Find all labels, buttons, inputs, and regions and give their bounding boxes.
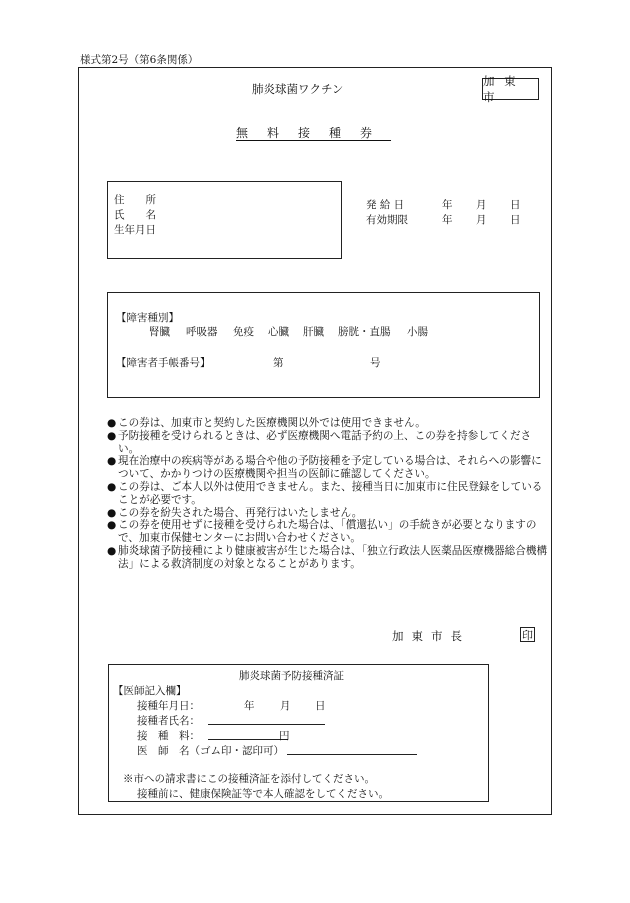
month-unit: 月 [280, 700, 291, 712]
bullet-icon: ● [107, 455, 117, 468]
issue-date-label: 発 給 日 [366, 199, 405, 211]
expiry-row [366, 212, 544, 227]
mayor-title: 加東市長 [392, 629, 470, 643]
vaccination-date-label: 接種年月日： [137, 700, 200, 712]
list-item: ● 現在治療中の疾病等がある場合や他の予防接種を予定している場合は、それらへの影響について、かかりつけの医療機関や担当の医師に確認してください。 [107, 455, 542, 481]
seal-box: 印 [522, 628, 533, 642]
handbook-gou: 号 [370, 357, 381, 369]
certificate-footnote-1: ※市への請求書にこの接種済証を添付してください。 [123, 773, 375, 785]
issue-info [366, 197, 544, 227]
handbook-dai: 第 [273, 357, 284, 369]
vaccine-name: 肺炎球菌ワクチン [252, 82, 344, 96]
certificate-footnote-2: 接種前に、健康保険証等で本人確認をしてください。 [137, 788, 389, 800]
month-unit: 月 [476, 199, 487, 211]
recipient-name-field [208, 713, 325, 728]
birthdate-label: 生年月日 [114, 224, 156, 236]
ticket-title: 無料接種券 [236, 126, 392, 140]
list-item: ● 肺炎球菌予防接種により健康被害が生じた場合は、「独立行政法人医薬品医療機器総合機構法」による救済制度の対象となることがあります。 [107, 544, 548, 570]
doctor-name-field [287, 743, 417, 758]
month-unit: 月 [476, 214, 487, 226]
disability-type-bladder-rectum: 膀胱・直腸 [338, 326, 391, 338]
name-label: 氏 名 [114, 209, 156, 221]
disability-type-liver: 肝臓 [303, 326, 324, 338]
year-unit: 年 [442, 214, 453, 226]
day-unit: 日 [510, 199, 521, 211]
year-unit: 年 [442, 199, 453, 211]
issue-date-row [366, 197, 544, 212]
doctor-section-label: 【医師記入欄】 [113, 685, 187, 697]
city-name-box: 加 東 市 [482, 78, 539, 100]
disability-box [107, 292, 540, 398]
day-unit: 日 [315, 700, 326, 712]
disability-type-small-intestine: 小腸 [407, 326, 428, 338]
list-item: ● この券は、加東市と契約した医療機関以外では使用できません。 [107, 417, 426, 429]
handbook-number-label: 【障害者手帳番号】 [116, 357, 211, 369]
vaccination-certificate [108, 664, 489, 802]
address-box [107, 181, 342, 259]
fee-field [208, 728, 288, 743]
certificate-title: 肺炎球菌予防接種済証 [239, 670, 344, 682]
bullet-icon: ● [107, 506, 117, 519]
expiry-label: 有効期限 [366, 214, 408, 226]
disability-type-immune: 免疫 [233, 326, 254, 338]
address-label: 住 所 [114, 194, 156, 206]
bullet-icon: ● [107, 417, 117, 429]
form-number-label: 様式第2号（第6条関係） [80, 54, 199, 66]
disability-type-respiratory: 呼吸器 [186, 326, 218, 338]
list-item: ● 予防接種を受けられるときは、必ず医療機関へ電話予約の上、この券を持参してください。 [107, 429, 532, 455]
bullet-icon: ● [107, 480, 117, 493]
disability-type-header: 【障害種別】 [116, 312, 179, 324]
bullet-icon: ● [107, 544, 117, 557]
list-item: ● この券を使用せずに接種を受けられた場合は、「償還払い」の手続きが必要となりますので、加東市保健センターにお問い合わせください。 [107, 519, 537, 545]
yen-unit: 円 [279, 730, 290, 742]
recipient-name-label: 接種者氏名： [137, 715, 200, 727]
disability-type-kidney: 腎臓 [149, 326, 170, 338]
bullet-icon: ● [107, 519, 117, 532]
year-unit: 年 [244, 700, 255, 712]
fee-label: 接 種 料： [137, 730, 200, 742]
notes-list [107, 417, 551, 571]
doctor-name-label: 医 師 名（ゴム印・認印可） [137, 745, 284, 757]
list-item: ● この券を紛失された場合、再発行はいたしません。 [107, 506, 363, 519]
disability-type-heart: 心臓 [268, 326, 289, 338]
day-unit: 日 [510, 214, 521, 226]
bullet-icon: ● [107, 429, 117, 442]
list-item: ● この券は、ご本人以外は使用できません。また、接種当日に加東市に住民登録をしていることが必要です。 [107, 480, 543, 506]
